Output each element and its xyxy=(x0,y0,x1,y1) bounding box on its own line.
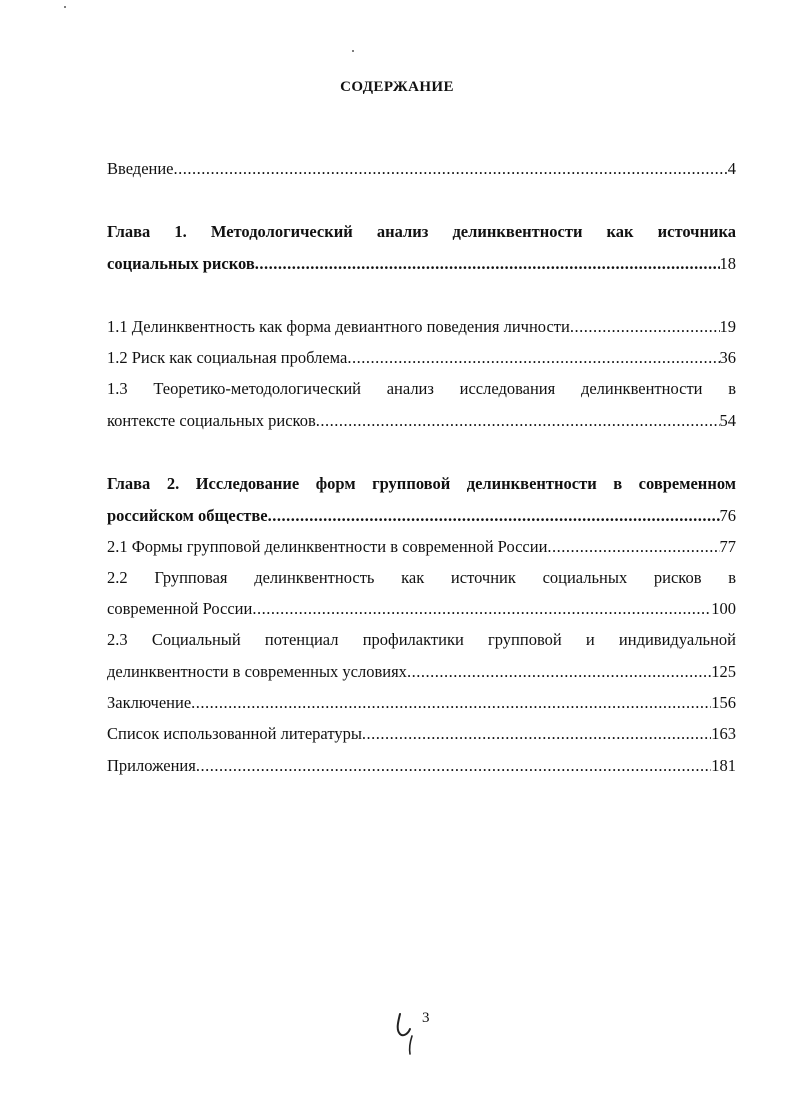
toc-entry-text: современной России xyxy=(107,599,253,618)
toc-page-number: 19 xyxy=(719,317,736,336)
toc-page-number: 125 xyxy=(711,662,736,681)
toc-page-number: 156 xyxy=(711,693,736,712)
dot-leader xyxy=(347,347,719,369)
toc-page-number: 18 xyxy=(719,254,736,273)
toc-entry-text: делинквентности в современных условиях xyxy=(107,662,407,681)
dot-leader xyxy=(268,505,720,527)
toc-page-number: 163 xyxy=(711,724,736,743)
toc-entry-text: Приложения xyxy=(107,756,196,775)
toc-entry-text: 1.2 Риск как социальная проблема xyxy=(107,348,348,367)
dot-leader xyxy=(570,316,720,338)
toc-section-1-1[interactable] xyxy=(107,316,736,338)
toc-section-2-3[interactable]: 2.3 Социальный потенциал профилактики групповой и индивидуальной xyxy=(107,630,736,649)
page-title: СОДЕРЖАНИЕ xyxy=(340,79,454,95)
toc-entry-text: 2.1 Формы групповой делинквентности в современной России xyxy=(107,537,548,556)
toc-section-2-3-cont[interactable] xyxy=(107,661,736,683)
toc-entry-text: Список использованной литературы xyxy=(107,724,362,743)
toc-chapter-2-title-cont[interactable] xyxy=(107,505,736,527)
toc-page-number: 100 xyxy=(711,599,736,618)
scan-speck xyxy=(352,50,354,52)
page-number: 3 xyxy=(422,1010,430,1026)
toc-page-number: 181 xyxy=(711,756,736,775)
dot-leader xyxy=(547,536,719,558)
toc-entry-text: Заключение xyxy=(107,693,192,712)
toc-chapter-2-title[interactable]: Глава 2. Исследование форм групповой делинквентности в современном xyxy=(107,474,736,493)
page-footer xyxy=(392,1010,462,1060)
toc-section-1-3[interactable]: 1.3 Теоретико-методологический анализ исследования делинквентности в xyxy=(107,379,736,398)
dot-leader xyxy=(316,410,720,432)
toc-section-1-2[interactable] xyxy=(107,347,736,369)
dot-leader xyxy=(407,661,711,683)
toc-entry-text: Введение xyxy=(107,159,174,178)
dot-leader xyxy=(255,253,720,275)
toc-chapter-1-title-cont[interactable] xyxy=(107,253,736,275)
toc-section-2-2[interactable]: 2.2 Групповая делинквентность как источник социальных рисков в xyxy=(107,568,736,587)
toc-entry-intro[interactable] xyxy=(107,158,736,180)
toc-entry-text: 1.1 Делинквентность как форма девиантного поведения личности xyxy=(107,317,570,336)
toc-entry-text: контексте социальных рисков xyxy=(107,411,316,430)
toc-page-number: 54 xyxy=(719,411,736,430)
toc-page-number: 76 xyxy=(719,506,736,525)
dot-leader xyxy=(191,692,711,714)
toc-section-1-3-cont[interactable] xyxy=(107,410,736,432)
dot-leader xyxy=(174,158,728,180)
toc-entry-conclusion[interactable] xyxy=(107,692,736,714)
toc-entry-references[interactable] xyxy=(107,723,736,745)
dot-leader xyxy=(252,598,711,620)
dot-leader xyxy=(196,755,711,777)
toc-page-number: 77 xyxy=(719,537,736,556)
toc-chapter-1-title[interactable]: Глава 1. Методологический анализ делинквентности как источника xyxy=(107,222,736,241)
toc-page-number: 4 xyxy=(727,159,736,178)
toc-page-number: 36 xyxy=(719,348,736,367)
toc-entry-text: российском обществе xyxy=(107,506,268,525)
toc-section-2-2-cont[interactable] xyxy=(107,598,736,620)
toc-section-2-1[interactable] xyxy=(107,536,736,558)
toc-entry-text: социальных рисков xyxy=(107,254,255,273)
scan-speck xyxy=(64,6,66,8)
toc-entry-appendices[interactable] xyxy=(107,755,736,777)
dot-leader xyxy=(362,723,711,745)
